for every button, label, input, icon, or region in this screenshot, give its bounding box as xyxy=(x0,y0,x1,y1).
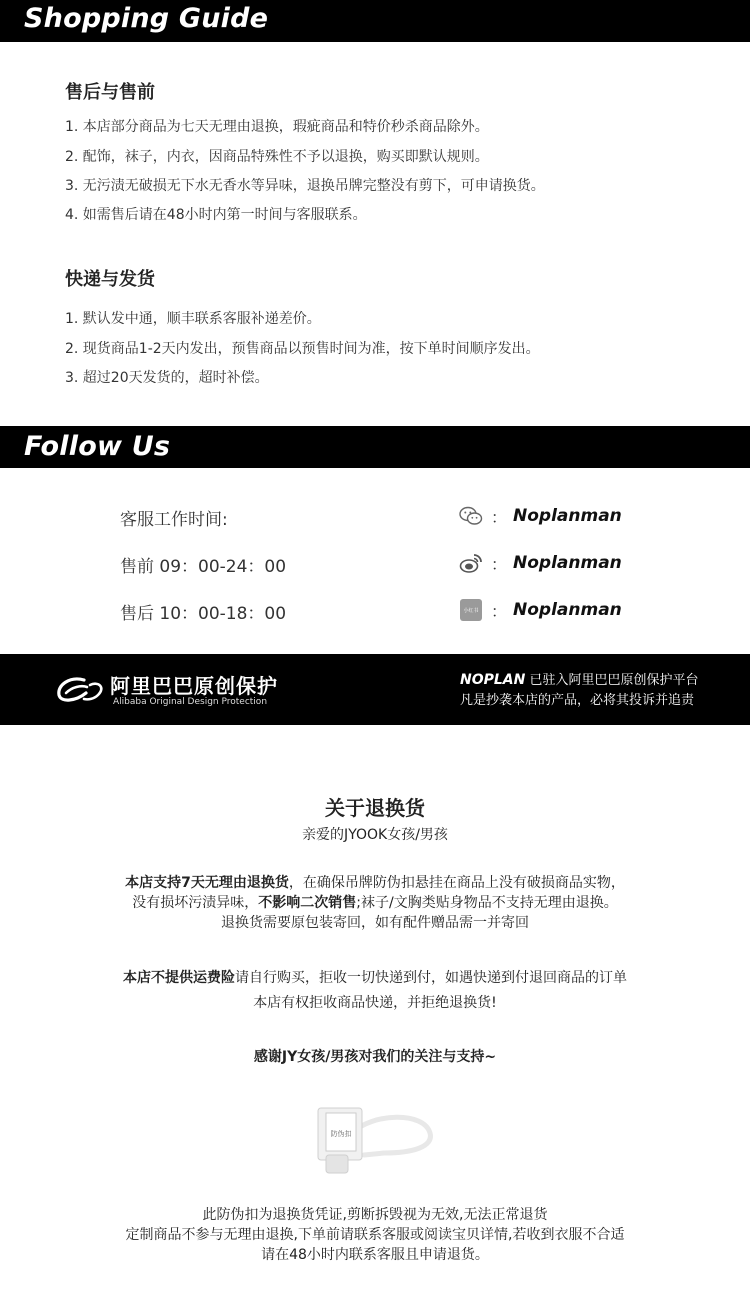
xiaohongshu-icon xyxy=(459,598,483,622)
shopping-guide-banner xyxy=(0,0,750,42)
tag-note-3: 请在48小时内联系客服且申请退货。 xyxy=(261,1247,489,1263)
aftersale-hours: 售后 10：00-18：00 xyxy=(120,604,287,624)
alibaba-protection-en: Alibaba Original Design Protection xyxy=(113,697,268,707)
returns-policy-l2-b: ;袜子/文胸类贴身物品不支持无理由退换。 xyxy=(356,895,618,911)
wechat-handle: Noplanman xyxy=(513,506,622,526)
tag-note-2: 定制商品不参与无理由退换,下单前请联系客服或阅读宝贝详情,若收到衣服不合适 xyxy=(125,1227,625,1243)
alibaba-protection-bar xyxy=(0,654,750,725)
security-tag-image xyxy=(312,1103,437,1182)
noplan-protection-line xyxy=(460,669,699,688)
service-hours-label: 客服工作时间: xyxy=(120,510,228,530)
weibo-colon: ： xyxy=(491,554,508,574)
weibo-account[interactable] xyxy=(459,550,622,576)
returns-policy-line-2 xyxy=(0,892,750,912)
after-sale-rule-2: 2. 配饰，袜子，内衣，因商品特殊性不予以退换，购买即默认规则。 xyxy=(65,149,489,165)
delivery-rule-3: 3. 超过20天发货的，超时补偿。 xyxy=(65,370,269,386)
returns-subtitle: 亲爱的JYOOK女孩/男孩 xyxy=(302,827,448,843)
delivery-title: 快递与发货 xyxy=(65,269,155,290)
delivery-rule-2: 2. 现货商品1-2天内发出，预售商品以预售时间为准，按下单时间顺序发出。 xyxy=(65,341,540,357)
presale-hours: 售前 09：00-24：00 xyxy=(120,557,287,577)
weibo-icon xyxy=(459,551,483,575)
alibaba-logo-icon xyxy=(54,673,108,711)
shipping-insurance-bold: 本店不提供运费险 xyxy=(123,970,235,986)
noplan-protection-text: 已驻入阿里巴巴原创保护平台 xyxy=(525,673,699,688)
returns-policy-l2-a: 没有损坏污渍异味， xyxy=(132,895,259,911)
follow-us-banner xyxy=(0,426,750,468)
wechat-account[interactable] xyxy=(459,503,622,529)
returns-policy-bold: 本店支持7天无理由退换货 xyxy=(125,875,289,891)
noplan-brand: NOPLAN xyxy=(460,672,526,688)
shipping-insurance-line-2: 本店有权拒收商品快递，并拒绝退换货! xyxy=(253,995,497,1011)
xiaohongshu-account[interactable] xyxy=(459,597,622,623)
thanks-text: 感谢JY女孩/男孩对我们的关注与支持~ xyxy=(253,1049,497,1065)
returns-title: 关于退换货 xyxy=(325,796,425,820)
returns-policy-line-1 xyxy=(0,872,750,892)
tag-note-1: 此防伪扣为退换货凭证,剪断拆毁视为无效,无法正常退货 xyxy=(202,1207,548,1223)
xiaohongshu-handle: Noplanman xyxy=(513,600,622,620)
shipping-insurance-rest: 请自行购买，拒收一切快递到付，如遇快递到付退回商品的订单 xyxy=(235,970,627,986)
returns-policy-line-3: 退换货需要原包装寄回，如有配件赠品需一并寄回 xyxy=(221,915,529,931)
wechat-icon xyxy=(459,504,483,528)
delivery-rule-1: 1. 默认发中通，顺丰联系客服补递差价。 xyxy=(65,311,321,327)
shipping-insurance-line-1 xyxy=(0,967,750,987)
after-sale-rule-3: 3. 无污渍无破损无下水无香水等异味，退换吊牌完整没有剪下，可申请换货。 xyxy=(65,178,545,194)
xiaohongshu-icon-text: 小红书 xyxy=(460,599,482,621)
xiaohongshu-colon: ： xyxy=(491,601,508,621)
follow-us-title: Follow Us xyxy=(24,431,171,462)
plagiarism-warning: 凡是抄袭本店的产品，必将其投诉并追责 xyxy=(460,693,695,708)
wechat-colon: ： xyxy=(491,507,508,527)
security-tag-text: 防伪扣 xyxy=(330,1130,352,1138)
shopping-guide-title: Shopping Guide xyxy=(24,3,269,34)
after-sale-rule-1: 1. 本店部分商品为七天无理由退换，瑕疵商品和特价秒杀商品除外。 xyxy=(65,119,489,135)
returns-policy-l2-bold: 不影响二次销售 xyxy=(258,895,357,911)
after-sale-rule-4: 4. 如需售后请在48小时内第一时间与客服联系。 xyxy=(65,207,367,223)
after-sale-title: 售后与售前 xyxy=(65,82,155,103)
returns-policy-rest: ，在确保吊牌防伪扣悬挂在商品上没有破损商品实物， xyxy=(288,875,625,891)
alibaba-protection-cn: 阿里巴巴原创保护 xyxy=(110,674,278,698)
weibo-handle: Noplanman xyxy=(513,553,622,573)
